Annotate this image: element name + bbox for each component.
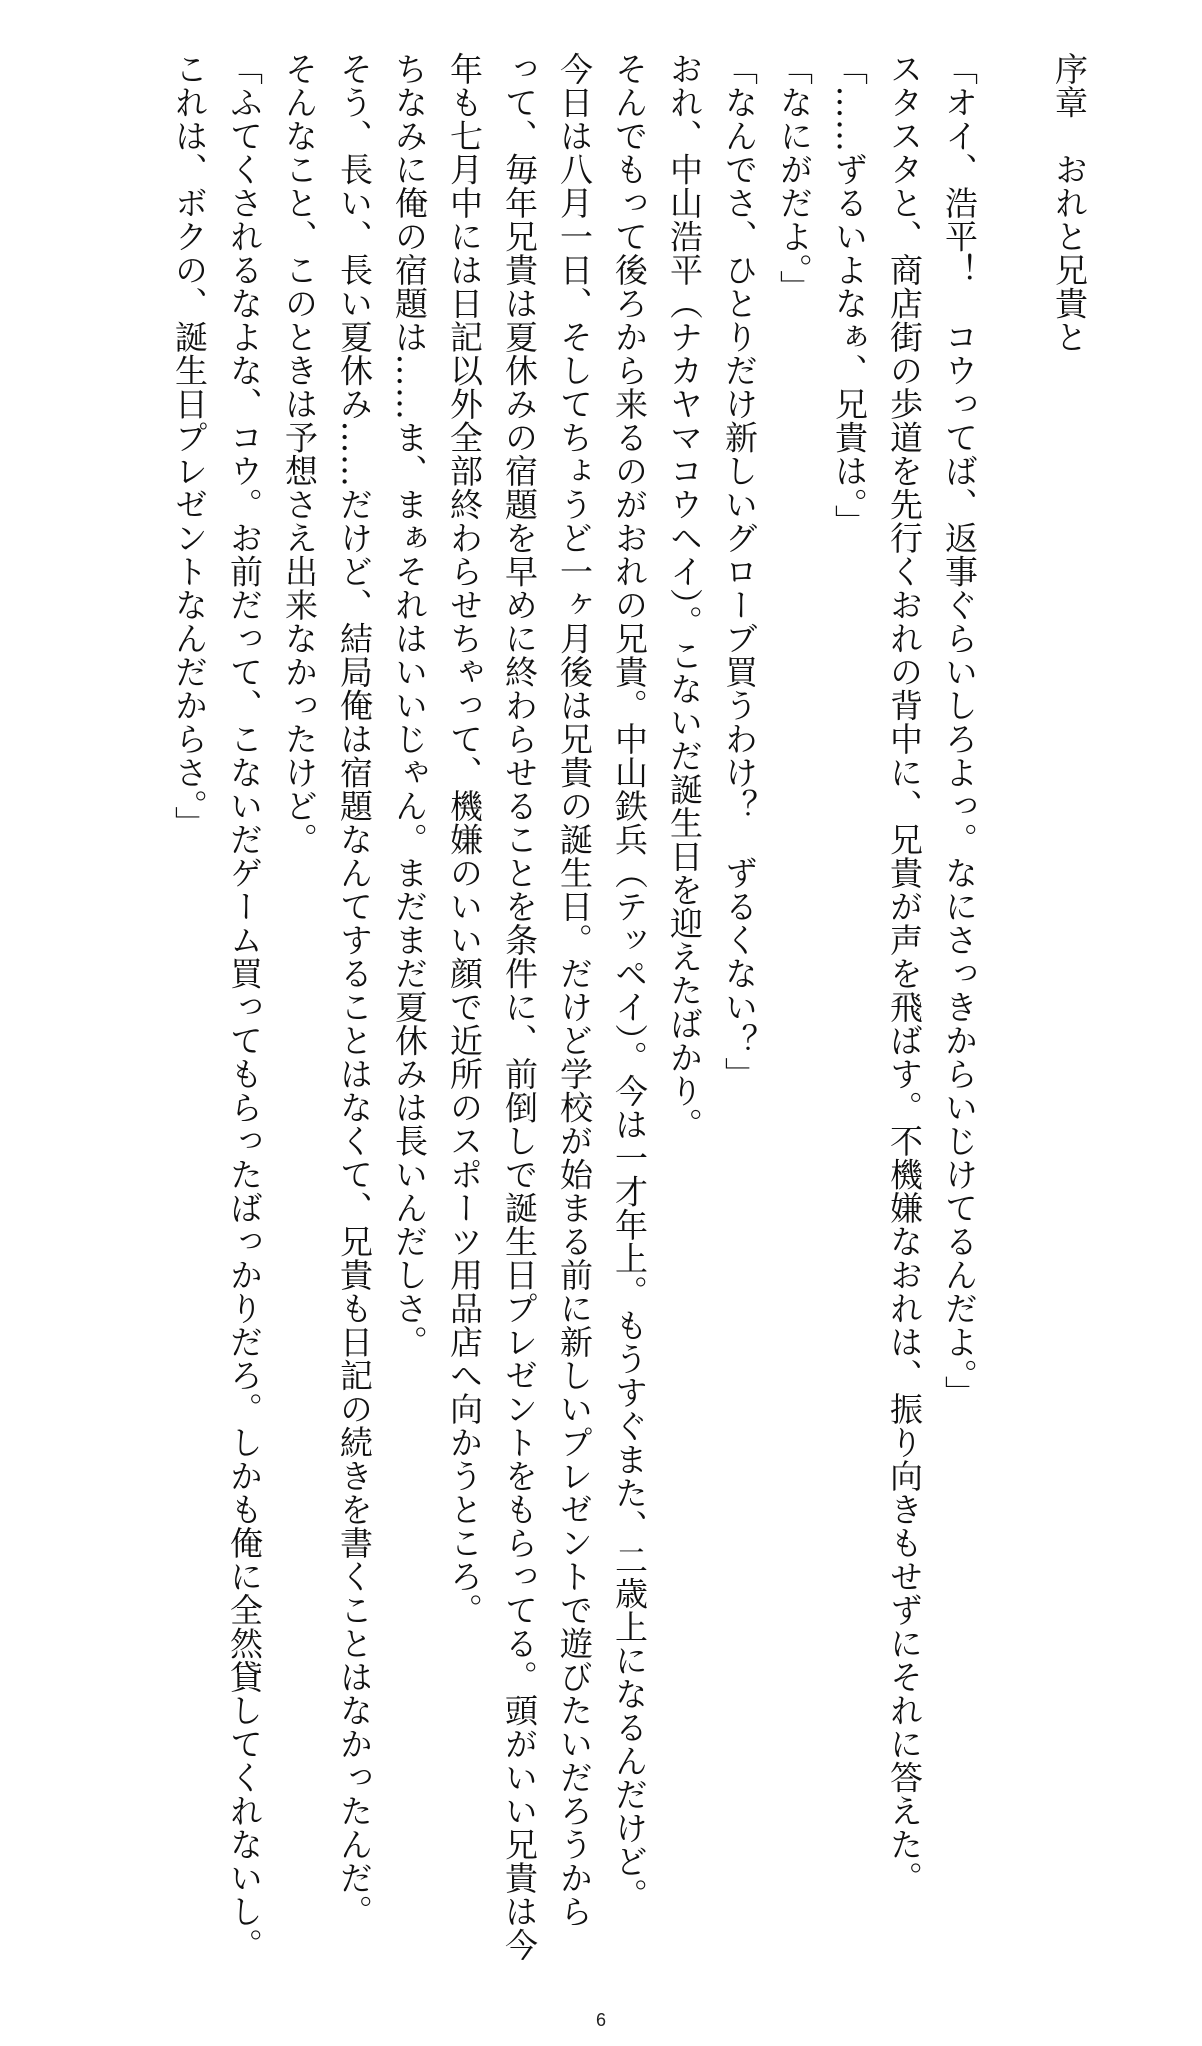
text-line: そんなこと、このときは予想さえ出来なかったけど。	[280, 52, 319, 856]
text-line: ちなみに俺の宿題は……ま、まぁそれはいいじゃん。まだまだ夏休みは長いんだしさ。	[390, 52, 429, 1359]
text-line: って、毎年兄貴は夏休みの宿題を早めに終わらせることを条件に、前倒しで誕生日プレゼントをもらってる。頭がいい兄貴は今	[500, 52, 539, 1962]
text-line: 今日は八月一日、そしてちょうど一ヶ月後は兄貴の誕生日。だけど学校が始まる前に新しいプレゼントで遊びたいだろうから	[555, 52, 594, 1928]
text-line: これは、ボクの、誕生日プレゼントなんだからさ。」	[170, 52, 209, 840]
text-line: 「オイ、浩平！ コウってば、返事ぐらいしろよっ。なにさっきからいじけてるんだよ。」	[940, 52, 979, 1409]
text-line: 年も七月中には日記以外全部終わらせちゃって、機嫌のいい顔で近所のスポーツ用品店へ向かうところ。	[445, 52, 484, 1627]
text-line: 「……ずるいよなぁ、兄貴は。」	[830, 52, 869, 538]
text-line: そう、長い、長い夏休み……だけど、結局俺は宿題なんてすることはなくて、兄貴も日記の続きを書くことはなかったんだ。	[335, 52, 374, 1928]
page-number: 6	[595, 2010, 606, 2030]
text-line: そんでもって後ろから来るのがおれの兄貴。中山鉄兵（テッペイ）。今は一才年上。もうすぐまた、二歳上になるんだけど。	[610, 52, 649, 1912]
vertical-text-body	[162, 52, 1097, 1962]
text-line: おれ、中山浩平（ナカヤマコウヘイ）。こないだ誕生日を迎えたばかり。	[665, 52, 704, 1141]
text-line: 「ふてくされるなよな、コウ。お前だって、こないだゲーム買ってもらったばっかりだろ。しかも俺に全然貸してくれないし。	[225, 52, 264, 1962]
text-line: 「なんでさ、ひとりだけ新しいグローブ買うわけ？ ずるくない？」	[720, 52, 759, 1091]
chapter-heading: 序章 おれと兄貴と	[1050, 52, 1089, 354]
text-line: スタスタと、商店街の歩道を先行くおれの背中に、兄貴が声を飛ばす。不機嫌なおれは、振り向きもせずにそれに答えた。	[885, 52, 924, 1895]
text-line: 「なにがだよ。」	[775, 52, 814, 304]
